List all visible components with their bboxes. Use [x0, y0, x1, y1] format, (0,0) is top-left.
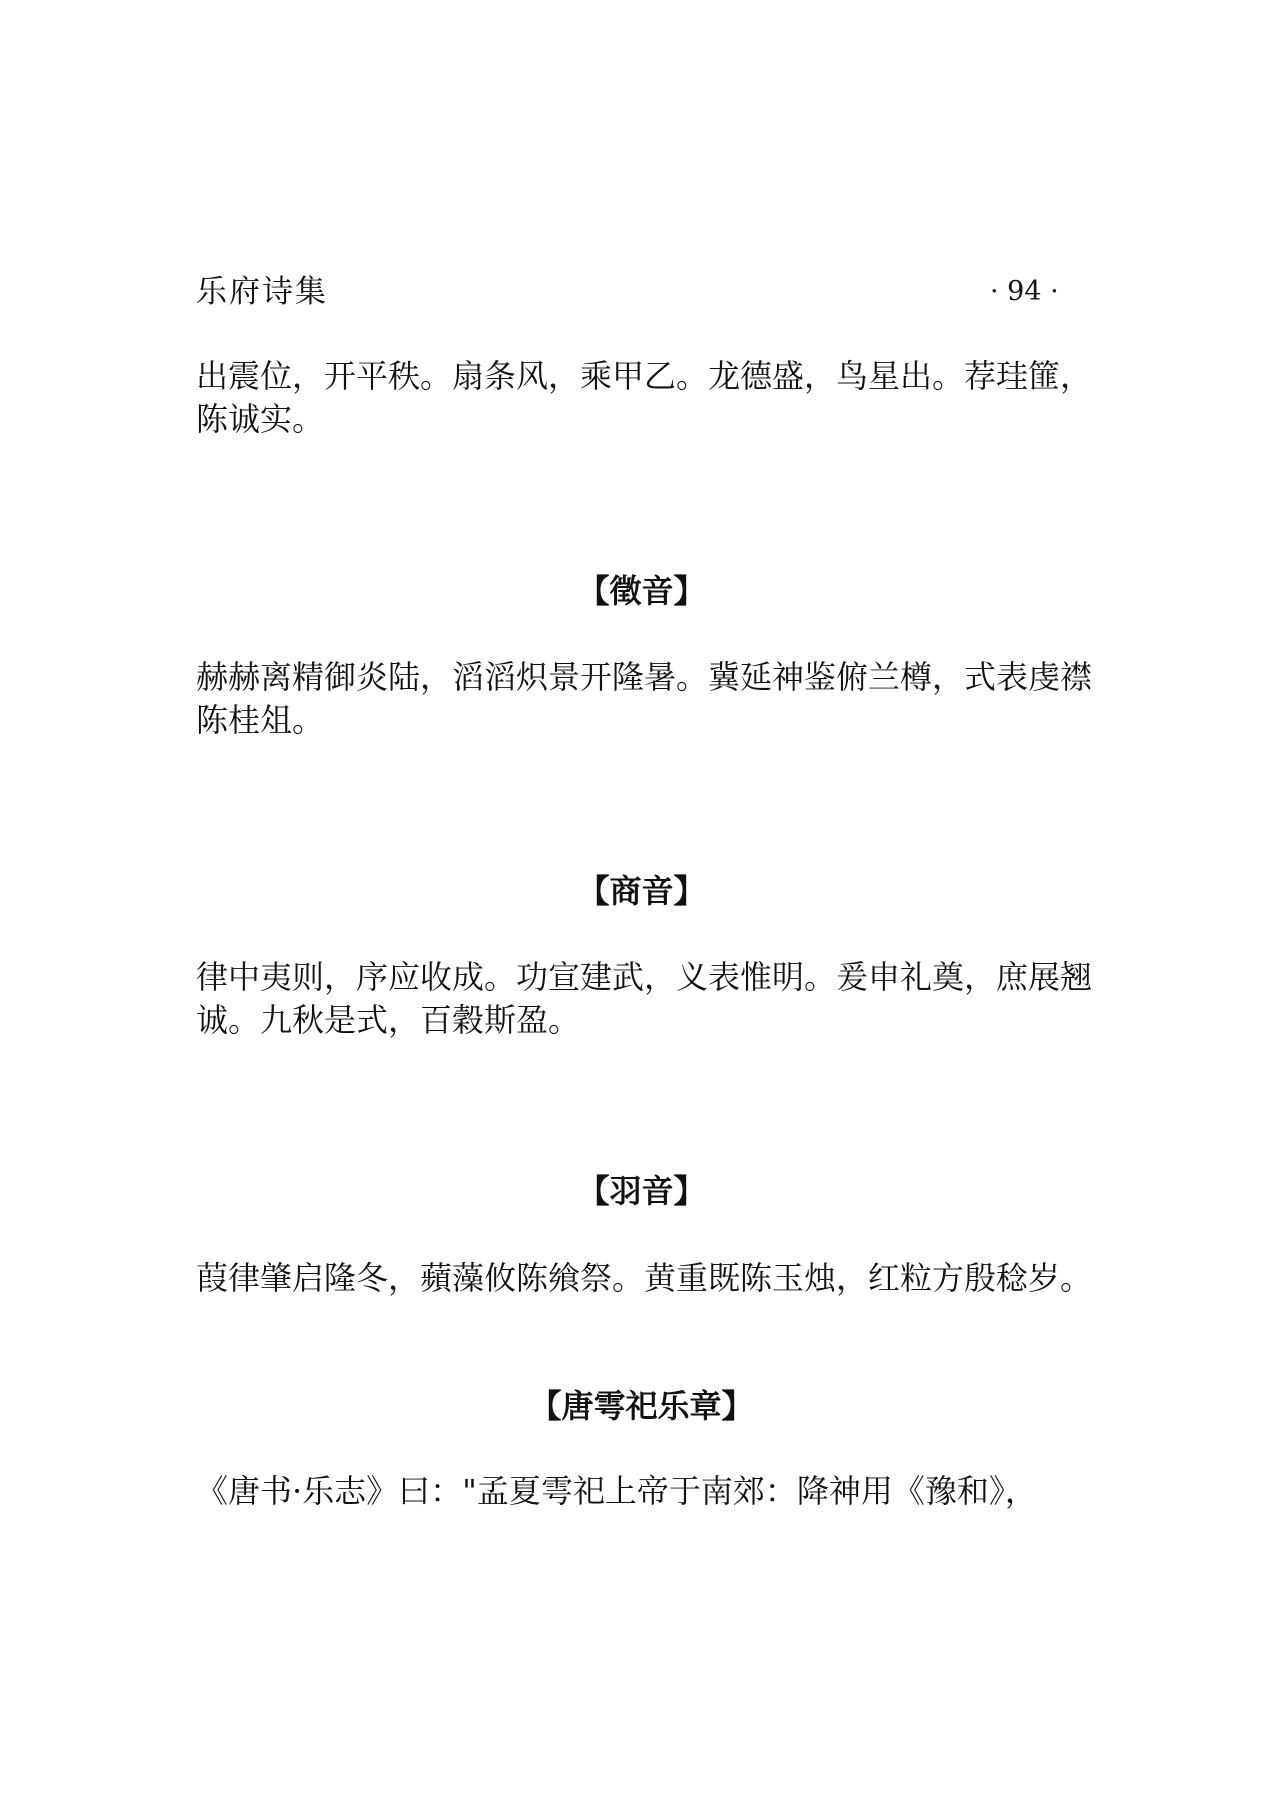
section-heading-shang-yin: 【商音】: [577, 872, 706, 910]
body-paragraph: 《唐书·乐志》曰："孟夏雩祀上帝于南郊：降神用《豫和》，: [196, 1472, 1037, 1510]
body-paragraph: 律中夷则，序应收成。功宣建武，义表惟明。爰申礼奠，庶展翘诚。九秋是式，百穀斯盈。: [196, 958, 1093, 1039]
section-heading-tang-yusi-yuezhang: 【唐雩祀乐章】: [529, 1387, 754, 1425]
body-paragraph: 葭律肇启隆冬，蘋藻攸陈飨祭。黄重既陈玉烛，红粒方殷稔岁。: [196, 1259, 1093, 1297]
page-number: · 94 ·: [990, 276, 1059, 307]
body-paragraph: 赫赫离精御炎陆，滔滔炽景开隆暑。冀延神鉴俯兰樽，式表虔襟陈桂俎。: [196, 658, 1093, 739]
body-paragraph: 出震位，开平秩。扇条风，乘甲乙。龙德盛，鸟星出。荐珪篚，陈诚实。: [196, 357, 1093, 438]
section-heading-yu-yin: 【羽音】: [577, 1172, 706, 1210]
section-heading-zhi-yin: 【徵音】: [577, 572, 706, 610]
running-header-title: 乐府诗集: [196, 274, 328, 310]
